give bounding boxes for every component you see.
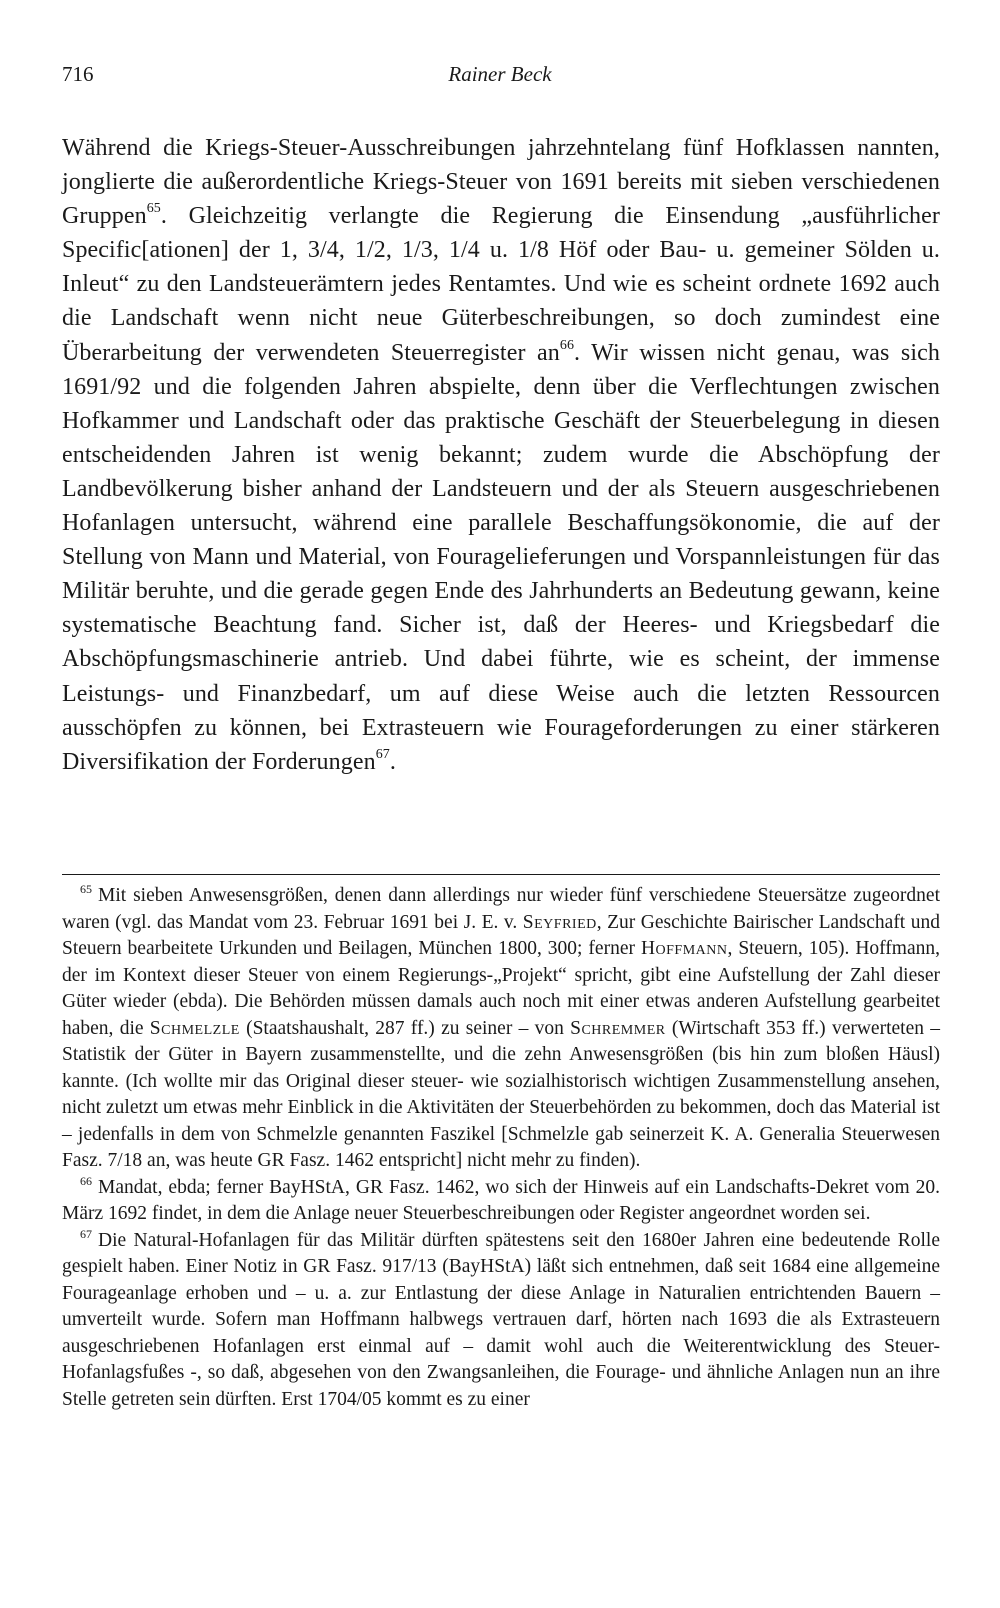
footnote-reference: 67 (375, 746, 390, 762)
footnote-text: Mit sieben Anwesensgrößen, denen dann allerdings nur wieder fünf verschiedene Steuersätze zugeordnet waren (vgl. das Mandat vom 23. Februar 1691 bei J. E. v. (62, 885, 940, 933)
footnote-number: 67 (80, 1226, 92, 1241)
body-text-segment: . Gleichzeitig verlangte die Regierung die Einsendung „ausführlicher Specific[ationen] der 1, 3/4, 1/2, 1/3, 1/4 u. 1/8 Höf oder Bau- u. gemeiner Sölden u. Inleut“ zu den Landsteuerämtern jedes Rentamtes. Und wie es scheint ordnete 1692 auch die Landschaft wenn nicht neue Güterbeschreibungen, so doch zumindest eine Überarbeitung der verwendeten Steuerregister an (62, 203, 940, 366)
footnote-text: Mandat, ebda; ferner BayHStA, GR Fasz. 1462, wo sich der Hinweis auf ein Landschafts-Dekret vom 20. März 1692 findet, in dem die Anlage neuer Steuerbeschreibungen oder Register angeordnet worden sei. (62, 1176, 940, 1224)
author-name: Seyfried (522, 911, 597, 933)
footnote-text: (Staatshaushalt, 287 ff.) zu seiner – von (239, 1017, 571, 1039)
footnotes (62, 883, 940, 1413)
author-name: Schremmer (570, 1017, 666, 1039)
footnote-text: , Steuern, 105). Hoffmann, der im Kontext dieser Steuer von einem Regierungs-„Projekt“ spricht, gibt eine Aufstellung der Zahl dieser Güter wieder (ebda). Die Behörden müssen damals auch noch mit einer etwas anderen Aufstellung gearbeitet haben, die (62, 938, 941, 1039)
main-text (62, 131, 940, 779)
author-name: Schmelzle (149, 1017, 240, 1039)
running-head-author: Rainer Beck (448, 62, 552, 86)
footnote-number: 65 (80, 882, 92, 896)
footnote-text: (Wirtschaft 353 ff.) verwerteten – Statistik der Güter in Bayern zusammenstellte, und die zehn Anwesensgrößen (bis hin zum bloßen Häusl) kannte. (Ich wollte mir das Original dieser steuer- wie sozialhistorisch wichtigen Zusammenstellung ansehen, nicht zuletzt um etwas mehr Einblick in die Aktivitäten der Steuerbehörden zu bekommen, doch das Material ist – jedenfalls in dem von Schmelzle genannten Faszikel [Schmelzle gab seinerzeit K. A. Generalia Steuerwesen Fasz. 7/18 an, was heute GR Fasz. 1462 entspricht] nicht mehr zu finden). (62, 1017, 940, 1171)
page-number: 716 (62, 62, 94, 86)
footnote-text: Die Natural-Hofanlagen für das Militär dürften spätestens seit den 1680er Jahren eine bedeutende Rolle gespielt haben. Einer Notiz in GR Fasz. 917/13 (BayHStA) läßt sich entnehmen, daß seit 1684 eine allgemeine Fourageanlage erhoben und – u. a. zur Entlastung der diese Anlage in Naturalien entrichtenden Bauern – umverteilt wurde. Sofern man Hoffmann halbwegs vertrauen darf, hörten nach 1693 die als Extrasteuern ausgeschriebenen Hofanlagen erst einmal auf – damit wohl auch die Weiterentwicklung des Steuer-Hofanlagsfußes -, so daß, abgesehen von den Zwangsanleihen, die Fourage- und ähnliche Anlagen nun an ihre Stelle getreten sein dürften. Erst 1704/05 kommt es zu einer (62, 1229, 940, 1410)
footnote-66 (62, 1175, 940, 1228)
body-paragraph (62, 131, 940, 779)
body-text-segment: . Wir wissen nicht genau, was sich 1691/92 und die folgenden Jahren abspielte, denn über die Verflechtungen zwischen Hofkammer und Landschaft oder das praktische Geschäft der Steuerbelegung in diesen entscheidenden Jahren ist wenig bekannt; zudem wurde die Abschöpfung der Landbevölkerung bisher anhand der Landsteuern und der als Steuern ausgeschriebenen Hofanlagen untersucht, während eine parallele Beschaffungsökonomie, die auf der Stellung von Mann und Material, von Fouragelieferungen und Vorspannleistungen für das Militär beruhte, und die gerade gegen Ende des Jahrhunderts an Bedeutung gewann, keine systematische Beachtung fand. Sicher ist, daß der Heeres- und Kriegsbedarf die Abschöpfungsmaschinerie antrieb. Und dabei führte, wie es scheint, der immense Leistungs- und Finanzbedarf, um auf diese Weise auch die letzten Ressourcen ausschöpfen zu können, bei Extrasteuern wie Fourageforderungen zu einer stärkeren Diversifikation der Forderungen (62, 339, 940, 775)
body-text-segment: . (389, 748, 396, 775)
footnote-number: 66 (80, 1173, 92, 1188)
footnote-67 (62, 1228, 940, 1414)
body-text-segment: Während die Kriegs-Steuer-Ausschreibungen jahrzehntelang fünf Hofklassen nannten, jonglierte die außerordentliche Kriegs-Steuer von 1691 bereits mit sieben verschiedenen Gruppen (62, 135, 940, 230)
footnote-reference: 66 (559, 337, 575, 353)
footnote-text: , Zur Geschichte Bairischer Landschaft und Steuern bearbeitete Urkunden und Beilagen, München 1800, 300; ferner (62, 911, 940, 959)
footnote-reference: 65 (146, 201, 161, 217)
page-header (62, 62, 938, 92)
footnote-65 (62, 883, 940, 1175)
footnote-separator (62, 874, 940, 875)
author-name: Hoffmann (640, 938, 728, 959)
